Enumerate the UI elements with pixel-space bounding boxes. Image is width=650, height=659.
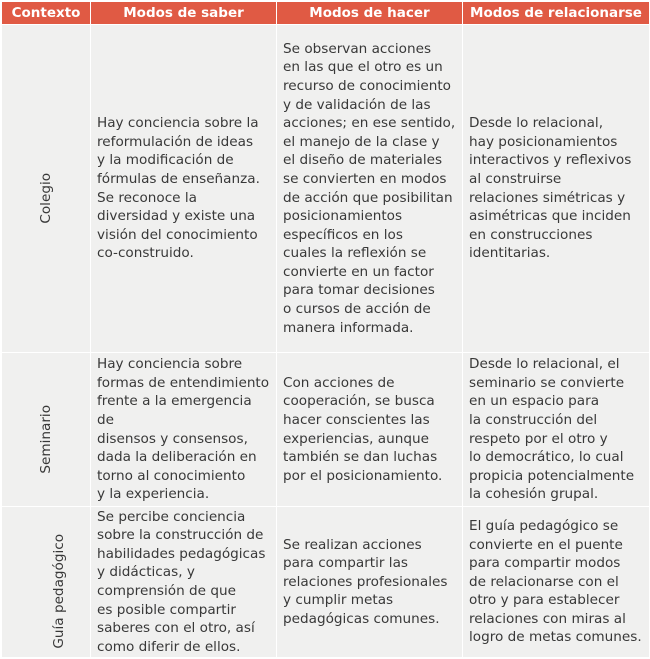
header-modos-de-saber: Modos de saber — [91, 2, 277, 25]
context-cell — [2, 353, 91, 507]
table-row — [2, 353, 650, 507]
cell-saber: Hay conciencia sobre formas de entendimiento frente a la emergencia de disensos y consensos, dada la deliberación en torno al conocimiento y la experiencia. — [91, 353, 277, 507]
cell-relacionarse: El guía pedagógico se convierte en el puente para compartir modos de relacionarse con el otro y para establecer relaciones con miras al logro de metas comunes. — [463, 507, 650, 658]
table-row — [2, 507, 650, 658]
cell-saber: Hay conciencia sobre la reformulación de ideas y la modificación de fórmulas de enseñanza. Se reconoce la diversidad y existe una visión del conocimiento co-construido. — [91, 25, 277, 353]
context-label: Seminario — [37, 404, 54, 474]
context-label: Guía pedagógico — [51, 533, 68, 649]
table-row — [2, 25, 650, 353]
comparison-table — [1, 1, 650, 658]
cell-relacionarse: Desde lo relacional, el seminario se convierte en un espacio para la construcción del respeto por el otro y lo democrático, lo cual propicia potencialmente la cohesión grupal. — [463, 353, 650, 507]
header-modos-de-hacer: Modos de hacer — [277, 2, 463, 25]
cell-hacer: Se realizan acciones para compartir las relaciones profesionales y cumplir metas pedagógicas comunes. — [277, 507, 463, 658]
header-context: Contexto — [2, 2, 91, 25]
cell-hacer: Se observan acciones en las que el otro es un recurso de conocimiento y de validación de las acciones; en ese sentido, el manejo de la clase y el diseño de materiales se convierten en modos de acción que posibilitan posicionamientos específicos en los cuales la reflexión se convierte en un factor para tomar decisiones o cursos de acción de manera informada. — [277, 25, 463, 353]
header-modos-de-relacionarse: Modos de relacionarse — [463, 2, 650, 25]
context-cell — [2, 507, 91, 658]
context-label: Colegio — [37, 172, 54, 224]
cell-relacionarse: Desde lo relacional, hay posicionamientos interactivos y reflexivos al construirse relaciones simétricas y asimétricas que inciden en construcciones identitarias. — [463, 25, 650, 353]
table-header-row — [2, 2, 650, 25]
cell-saber: Se percibe conciencia sobre la construcción de habilidades pedagógicas y didácticas, y comprensión de que es posible compartir saberes con el otro, así como diferir de ellos. — [91, 507, 277, 658]
context-cell — [2, 25, 91, 353]
cell-hacer: Con acciones de cooperación, se busca hacer conscientes las experiencias, aunque también se dan luchas por el posicionamiento. — [277, 353, 463, 507]
